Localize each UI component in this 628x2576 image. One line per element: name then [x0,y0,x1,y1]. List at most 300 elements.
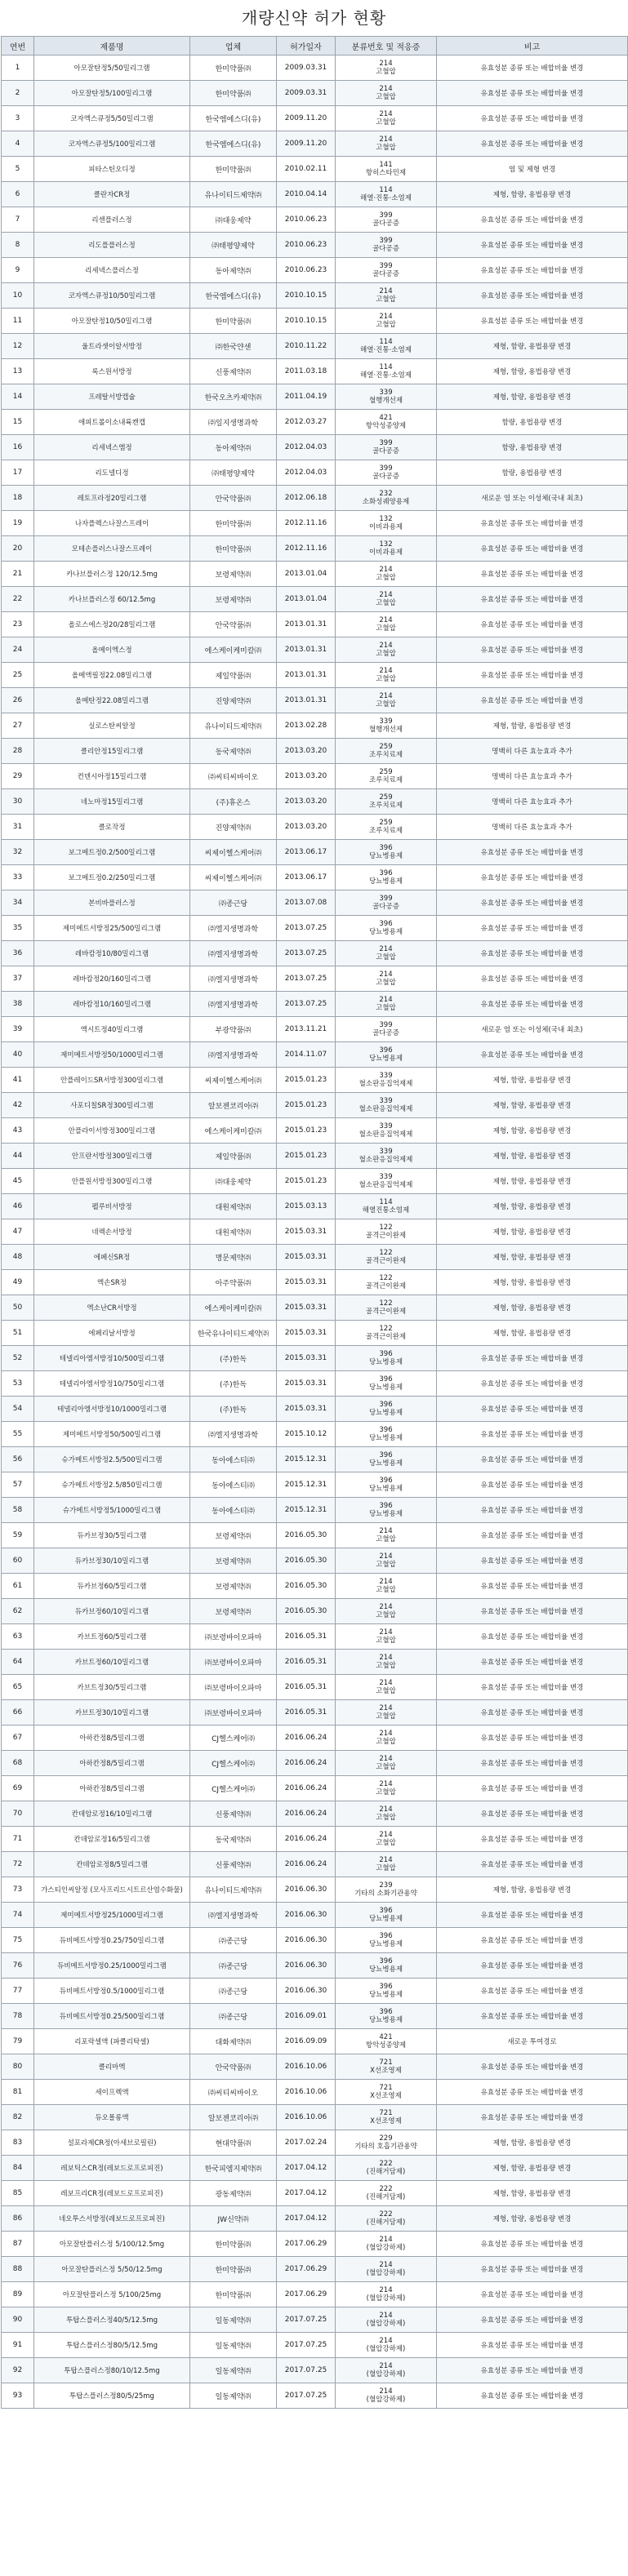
approval-date: 2016.05.30 [277,1574,336,1599]
classification-cell [336,1422,437,1447]
company-name: ㈜태평양제약 [190,233,277,258]
indication: 고혈압 [376,979,396,987]
indication: (진해거담제) [366,2193,406,2201]
classification-cell [336,1346,437,1371]
row-number: 5 [2,157,34,182]
company-name: ㈜엘지생명과학 [190,992,277,1017]
approval-date: 2013.01.31 [277,612,336,637]
company-name: ㈜엘지생명과학 [190,1042,277,1068]
indication: 골격근이완제 [365,1232,407,1240]
remark: 유효성분 종류 또는 배합비율 변경 [437,1979,628,2004]
indication: 골다공증 [372,473,399,481]
remark: 제형, 함량, 용법용량 변경 [437,1144,628,1169]
table-row [2,764,628,789]
indication: 골격근이완제 [365,1308,407,1316]
row-number: 80 [2,2054,34,2080]
table-row [2,1194,628,1219]
classification-code: 214 [379,2362,393,2370]
remark: 제형, 함량, 용법용량 변경 [437,1295,628,1321]
product-name: 클리안정15밀리그램 [34,739,190,764]
product-name: 엑손SR정 [34,1270,190,1295]
product-name: 록스원서방정 [34,359,190,384]
remark: 유효성분 종류 또는 배합비율 변경 [437,309,628,334]
row-number: 20 [2,536,34,562]
indication: 당뇨병용제 [368,852,403,860]
classification-code: 114 [379,186,393,194]
classification-code: 339 [379,717,393,726]
classification-cell [336,1751,437,1776]
classification-code: 721 [379,2059,393,2067]
classification-code: 214 [379,616,393,624]
row-number: 34 [2,890,34,916]
product-name: 칸데암로정8/5밀리그램 [34,1852,190,1877]
row-number: 79 [2,2029,34,2054]
company-name: 진양제약㈜ [190,688,277,713]
classification-code: 396 [379,1375,393,1383]
company-name: ㈜씨티씨바이오 [190,2080,277,2105]
table-row [2,81,628,106]
table-row [2,435,628,460]
approval-date: 2015.12.31 [277,1447,336,1472]
approval-date: 2009.03.31 [277,81,336,106]
remark: 유효성분 종류 또는 배합비율 변경 [437,2105,628,2130]
company-name: ㈜일지생명과학 [190,410,277,435]
approval-date: 2013.07.08 [277,890,336,916]
classification-code: 339 [379,1148,393,1156]
classification-code: 214 [379,1552,393,1561]
row-number: 64 [2,1650,34,1675]
classification-code: 396 [379,869,393,877]
classification-code: 229 [379,2134,393,2143]
company-name: 보령제약㈜ [190,1574,277,1599]
row-number: 85 [2,2181,34,2206]
company-name: 안국약품㈜ [190,486,277,511]
company-name: 씨제이헬스케어㈜ [190,865,277,890]
remark: 유효성분 종류 또는 배합비율 변경 [437,637,628,663]
row-number: 50 [2,1295,34,1321]
company-name: 알보젠코리아㈜ [190,2105,277,2130]
remark: 유효성분 종류 또는 배합비율 변경 [437,1725,628,1751]
table-row [2,359,628,384]
remark: 제형, 함량, 용법용량 변경 [437,334,628,359]
company-name: ㈜보령바이오파마 [190,1650,277,1675]
indication: 혈행개선제 [368,397,403,405]
indication: 해열·진통·소염제 [360,194,412,202]
classification-code: 214 [379,110,393,118]
company-name: 보령제약㈜ [190,1599,277,1624]
table-row [2,1700,628,1725]
remark: 유효성분 종류 또는 배합비율 변경 [437,2004,628,2029]
classification-code: 396 [379,920,393,928]
company-name: 유나이티드제약㈜ [190,182,277,207]
table-row [2,1903,628,1928]
classification-cell [336,562,437,587]
product-name: 보그메트정0.2/250밀리그램 [34,865,190,890]
approval-date: 2016.06.30 [277,1903,336,1928]
company-name: 안국약품㈜ [190,612,277,637]
table-row [2,789,628,815]
company-name: ㈜종근당 [190,890,277,916]
product-name: 카나브플러스정 120/12.5mg [34,562,190,587]
indication: (진해거담제) [366,2218,406,2227]
company-name: 동아에스티㈜ [190,1472,277,1498]
indication: 고혈압 [376,144,396,152]
table-row [2,1827,628,1852]
indication: 조루치료제 [368,827,403,835]
classification-cell [336,1194,437,1219]
classification-cell [336,1144,437,1169]
row-number: 24 [2,637,34,663]
classification-cell [336,1877,437,1903]
indication: 고혈압 [376,1535,396,1543]
classification-cell [336,486,437,511]
company-name: 한국엠에스디(유) [190,283,277,309]
company-name: 에스케이케미칼㈜ [190,1295,277,1321]
indication: 골다공증 [372,220,399,228]
table-row [2,1295,628,1321]
row-number: 62 [2,1599,34,1624]
classification-cell [336,992,437,1017]
product-name: 아하칸정8/5밀리그램 [34,1776,190,1801]
table-row [2,1042,628,1068]
company-name: ㈜엘지생명과학 [190,1903,277,1928]
table-row [2,1472,628,1498]
company-name: 에스케이케미칼㈜ [190,1118,277,1144]
classification-code: 222 [379,2185,393,2193]
indication: 고혈압 [376,1814,396,1822]
classification-code: 214 [379,287,393,295]
classification-cell [336,2029,437,2054]
classification-code: 259 [379,793,393,802]
classification-cell [336,1928,437,1953]
classification-cell [336,81,437,106]
approval-date: 2012.06.18 [277,486,336,511]
table-row [2,1397,628,1422]
row-number: 66 [2,1700,34,1725]
remark: 유효성분 종류 또는 배합비율 변경 [437,2080,628,2105]
table-row [2,309,628,334]
remark: 제형, 함량, 용법용량 변경 [437,359,628,384]
product-name: 아모잘탄플러스정 5/100/12.5mg [34,2232,190,2257]
row-number: 51 [2,1321,34,1346]
classification-code: 399 [379,237,393,245]
approval-date: 2016.06.30 [277,1953,336,1979]
product-name: 올메이엑스정 [34,637,190,663]
classification-cell [336,207,437,233]
indication: 혈행개선제 [368,726,403,734]
remark: 유효성분 종류 또는 배합비율 변경 [437,283,628,309]
company-name: 제일약품㈜ [190,1144,277,1169]
indication: 고혈압 [376,953,396,962]
company-name: ㈜대웅제약 [190,207,277,233]
indication: (혈압강하제) [366,2244,406,2252]
product-name: 카나브플러스정 60/12.5mg [34,587,190,612]
classification-code: 214 [379,667,393,675]
indication: 혈소판응집억제제 [359,1080,413,1088]
table-row [2,1346,628,1371]
row-number: 7 [2,207,34,233]
table-row [2,1574,628,1599]
approval-date: 2016.09.09 [277,2029,336,2054]
approval-date: 2013.01.04 [277,562,336,587]
table-row [2,1852,628,1877]
company-name: 한미약품㈜ [190,2257,277,2282]
classification-cell [336,890,437,916]
row-number: 35 [2,916,34,941]
remark: 제형, 함량, 용법용량 변경 [437,182,628,207]
classification-cell [336,587,437,612]
remark: 유효성분 종류 또는 배합비율 변경 [437,2282,628,2307]
company-name: ㈜보령바이오파마 [190,1700,277,1725]
indication: 당뇨병용제 [368,1915,403,1923]
company-name: 보령제약㈜ [190,587,277,612]
classification-cell [336,2358,437,2383]
table-row [2,1422,628,1447]
classification-code: 339 [379,1097,393,1105]
product-name: 애피트롤이소내륙캔캡 [34,410,190,435]
remark: 유효성분 종류 또는 배합비율 변경 [437,2232,628,2257]
classification-cell [336,1017,437,1042]
indication: 혈소판응집억제제 [359,1105,413,1113]
table-row [2,207,628,233]
remark: 유효성분 종류 또는 배합비율 변경 [437,2054,628,2080]
product-name: 듀비메트서방정0.5/1000밀리그램 [34,1979,190,2004]
product-name: 안플레이드SR서방정300밀리그램 [34,1068,190,1093]
row-number: 41 [2,1068,34,1093]
approval-date: 2016.05.30 [277,1548,336,1574]
product-name: 코자엑스큐정10/50밀리그램 [34,283,190,309]
indication: 당뇨병용제 [368,928,403,936]
remark: 제형, 함량, 용법용량 변경 [437,384,628,410]
approval-date: 2016.05.31 [277,1700,336,1725]
remark: 제형, 함량, 용법용량 변경 [437,1270,628,1295]
classification-code: 214 [379,2387,393,2396]
table-row [2,2383,628,2409]
approval-date: 2015.03.31 [277,1346,336,1371]
approval-date: 2015.01.23 [277,1093,336,1118]
classification-cell [336,2383,437,2409]
classification-code: 396 [379,844,393,852]
indication: 조루치료제 [368,776,403,784]
classification-code: 214 [379,692,393,700]
table-row [2,890,628,916]
approval-date: 2015.12.31 [277,1472,336,1498]
table-row [2,1270,628,1295]
approval-date: 2013.07.25 [277,916,336,941]
remark: 유효성분 종류 또는 배합비율 변경 [437,1472,628,1498]
remark: 명백히 다른 효능효과 추가 [437,789,628,815]
approval-date: 2017.02.24 [277,2130,336,2156]
company-name: ㈜엘지생명과학 [190,941,277,966]
approval-date: 2010.10.15 [277,283,336,309]
remark: 유효성분 종류 또는 배합비율 변경 [437,81,628,106]
product-name: 레바캄정10/80밀리그램 [34,941,190,966]
product-name: 듀카브정60/10밀리그램 [34,1599,190,1624]
company-name: 유나이티드제약㈜ [190,1877,277,1903]
company-name: 안국약품㈜ [190,2054,277,2080]
row-number: 23 [2,612,34,637]
remark: 유효성분 종류 또는 배합비율 변경 [437,1371,628,1397]
classification-cell [336,1270,437,1295]
indication: 고혈압 [376,650,396,658]
classification-cell [336,511,437,536]
indication: 고혈압 [376,118,396,127]
company-name: 제일약품㈜ [190,663,277,688]
remark: 제형, 함량, 용법용량 변경 [437,713,628,739]
indication: 골다공증 [372,903,399,911]
remark: 명백히 다른 효능효과 추가 [437,764,628,789]
approval-date: 2016.10.06 [277,2080,336,2105]
indication: 고혈압 [376,624,396,633]
row-number: 36 [2,941,34,966]
table-row [2,1371,628,1397]
classification-code: 399 [379,262,393,270]
company-name: (주)한독 [190,1371,277,1397]
company-name: 보령제약㈜ [190,562,277,587]
product-name: 아하칸정8/5밀리그램 [34,1751,190,1776]
indication: 기타의 소화기관용약 [354,1890,417,1898]
row-number: 90 [2,2307,34,2333]
company-name: JW신약㈜ [190,2206,277,2232]
approval-date: 2009.11.20 [277,106,336,131]
indication: X선조영제 [370,2117,402,2125]
table-body [2,56,628,2409]
remark: 유효성분 종류 또는 배합비율 변경 [437,663,628,688]
approval-date: 2017.06.29 [277,2257,336,2282]
product-name: 칸데암로정16/5밀리그램 [34,1827,190,1852]
classification-code: 214 [379,1679,393,1687]
company-name: ㈜종근당 [190,2004,277,2029]
table-row [2,1953,628,1979]
indication: 혈소판응집억제제 [359,1156,413,1164]
row-number: 4 [2,131,34,157]
table-row [2,1725,628,1751]
company-name: CJ헬스케어㈜ [190,1751,277,1776]
table-row [2,1776,628,1801]
approval-date: 2016.05.30 [277,1523,336,1548]
classification-code: 214 [379,2312,393,2320]
row-number: 21 [2,562,34,587]
row-number: 75 [2,1928,34,1953]
remark: 유효성분 종류 또는 배합비율 변경 [437,2358,628,2383]
row-number: 16 [2,435,34,460]
product-name: 올메액필정22.08밀리그램 [34,663,190,688]
classification-code: 114 [379,1198,393,1206]
classification-cell [336,536,437,562]
remark: 유효성분 종류 또는 배합비율 변경 [437,1953,628,1979]
approval-date: 2015.03.31 [277,1321,336,1346]
company-name: ㈜종근당 [190,1928,277,1953]
row-number: 53 [2,1371,34,1397]
row-number: 43 [2,1118,34,1144]
classification-cell [336,1650,437,1675]
classification-code: 214 [379,1578,393,1586]
table-row [2,2080,628,2105]
remark: 제형, 함량, 용법용량 변경 [437,2130,628,2156]
remark: 유효성분 종류 또는 배합비율 변경 [437,941,628,966]
row-number: 10 [2,283,34,309]
indication: (진해거담제) [366,2168,406,2176]
table-row [2,1599,628,1624]
indication: 당뇨병용제 [368,1510,403,1518]
indication: 고혈압 [376,68,396,76]
approval-date: 2015.03.31 [277,1270,336,1295]
product-name: 슈가메트서방정5/1000밀리그램 [34,1498,190,1523]
row-number: 78 [2,2004,34,2029]
classification-code: 214 [379,1856,393,1864]
approval-date: 2017.07.25 [277,2333,336,2358]
classification-code: 399 [379,439,393,447]
remark: 유효성분 종류 또는 배합비율 변경 [437,562,628,587]
header-cell-note: 비고 [437,37,628,56]
product-name: 테넬리아엠서방정10/500밀리그램 [34,1346,190,1371]
company-name: ㈜엘지생명과학 [190,966,277,992]
remark: 유효성분 종류 또는 배합비율 변경 [437,2383,628,2409]
company-name: 동국제약㈜ [190,1827,277,1852]
table-row [2,2333,628,2358]
company-name: 동아제약㈜ [190,258,277,283]
indication: 당뇨병용제 [368,1940,403,1948]
row-number: 8 [2,233,34,258]
row-number: 12 [2,334,34,359]
product-name: 테넬리아엠서방정10/1000밀리그램 [34,1397,190,1422]
approval-date: 2011.04.19 [277,384,336,410]
approval-date: 2017.04.12 [277,2206,336,2232]
classification-cell [336,2257,437,2282]
approval-date: 2012.04.03 [277,435,336,460]
company-name: (주)휴온스 [190,789,277,815]
indication: 해열·진통·소염제 [360,346,412,354]
classification-code: 214 [379,642,393,650]
approval-date: 2015.01.23 [277,1118,336,1144]
remark: 유효성분 종류 또는 배합비율 변경 [437,612,628,637]
indication: 고혈압 [376,700,396,708]
remark: 새로운 투여경로 [437,2029,628,2054]
approval-date: 2016.06.24 [277,1827,336,1852]
remark: 제형, 함량, 용법용량 변경 [437,1118,628,1144]
approval-date: 2013.01.31 [277,663,336,688]
table-row [2,663,628,688]
product-name: 엑시트정40밀리그램 [34,1017,190,1042]
indication: 당뇨병용제 [368,1409,403,1417]
table-row [2,511,628,536]
approval-date: 2016.06.24 [277,1751,336,1776]
table-row [2,1017,628,1042]
company-name: 동국제약㈜ [190,739,277,764]
classification-code: 396 [379,1907,393,1915]
remark: 유효성분 종류 또는 배합비율 변경 [437,2333,628,2358]
company-name: 동아에스티㈜ [190,1447,277,1472]
product-name: 듀비메트서방정0.25/500밀리그램 [34,2004,190,2029]
classification-cell [336,182,437,207]
product-name: 클란자CR정 [34,182,190,207]
approval-date: 2014.11.07 [277,1042,336,1068]
classification-code: 114 [379,363,393,371]
classification-cell [336,359,437,384]
indication: 항악성종양제 [365,422,407,430]
product-name: 아모잘탄정10/50밀리그램 [34,309,190,334]
row-number: 45 [2,1169,34,1194]
indication: 항히스타민제 [365,169,407,177]
company-name: 진양제약㈜ [190,815,277,840]
remark: 유효성분 종류 또는 배합비율 변경 [437,2307,628,2333]
product-name: 코자엑스큐정5/100밀리그램 [34,131,190,157]
product-name: 제미메트서방정25/500밀리그램 [34,916,190,941]
company-name: 일동제약㈜ [190,2358,277,2383]
company-name: 한미약품㈜ [190,56,277,81]
company-name: 씨제이헬스케어㈜ [190,1068,277,1093]
row-number: 26 [2,688,34,713]
